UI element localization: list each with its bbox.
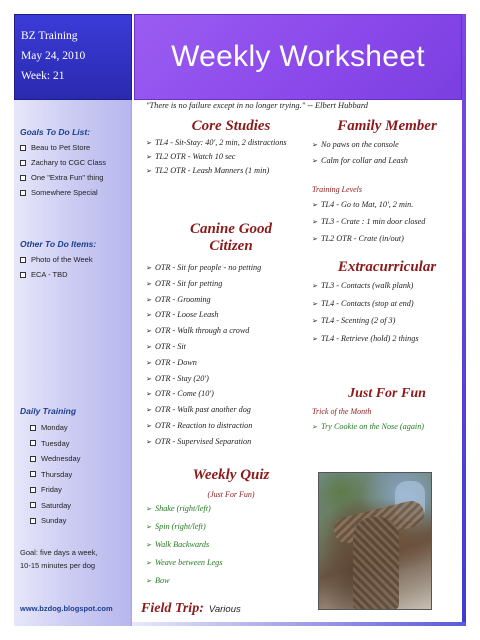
- training-levels-list: [312, 199, 460, 250]
- sidebar: [14, 100, 132, 626]
- list-item: ➢ OTR - Grooming: [146, 294, 211, 304]
- extracurricular-title: Extracurricular: [337, 259, 437, 275]
- header-org: BZ Training: [21, 30, 78, 42]
- arrow-bullet-icon: ➢: [146, 523, 152, 531]
- arrow-bullet-icon: ➢: [312, 282, 318, 290]
- list-item: ➢ Try Cookie on the Nose (again): [312, 422, 425, 431]
- list-item: ➢ Walk Backwards: [146, 540, 210, 549]
- list-item: ➢ TL4 - Go to Mat, 10', 2 min.: [312, 200, 414, 209]
- list-item: ➢ Calm for collar and Leash: [312, 156, 408, 165]
- list-item: ➢ Spin (right/left): [146, 522, 206, 531]
- goals-list: [20, 140, 106, 200]
- list-item: ➢ OTR - Walk past another dog: [146, 405, 251, 415]
- arrow-bullet-icon: ➢: [146, 152, 152, 161]
- checkbox-icon: [20, 272, 26, 278]
- day-item: Saturday: [30, 498, 80, 514]
- header-info-panel: [14, 14, 132, 100]
- day-item: Wednesday: [30, 451, 80, 467]
- core-studies-title: Core Studies: [191, 118, 271, 134]
- checkbox-icon: [20, 175, 26, 181]
- arrow-bullet-icon: ➢: [146, 327, 152, 336]
- family-member-title: Family Member: [337, 118, 437, 134]
- list-item: ➢ OTR - Loose Leash: [146, 310, 219, 320]
- site-url: www.bzdog.blogspot.com: [20, 604, 113, 613]
- list-item: ➢ OTR - Down: [146, 357, 197, 367]
- arrow-bullet-icon: ➢: [312, 317, 318, 325]
- list-item: ➢ TL4 - Sit-Stay: 40', 2 min, 2 distractions: [146, 138, 287, 147]
- day-item: Friday: [30, 482, 80, 498]
- list-item: ➢ Weave between Legs: [146, 558, 223, 567]
- bottom-edge-bar: [132, 622, 466, 626]
- checkbox-icon: [20, 257, 26, 263]
- weekly-quiz-subtitle: (Just For Fun): [207, 490, 255, 499]
- list-item: ➢ TL2 OTR - Leash Manners (1 min): [146, 166, 270, 175]
- list-item: ➢ TL4 - Contacts (stop at end): [312, 298, 414, 308]
- arrow-bullet-icon: ➢: [146, 505, 152, 513]
- right-edge-bar: [462, 14, 466, 626]
- checkbox-icon: [30, 456, 36, 462]
- other-item: ECA - TBD: [20, 267, 93, 282]
- checkbox-icon: [30, 518, 36, 524]
- arrow-bullet-icon: ➢: [146, 421, 152, 430]
- other-item: Photo of the Week: [20, 252, 93, 267]
- arrow-bullet-icon: ➢: [146, 264, 152, 272]
- arrow-bullet-icon: ➢: [146, 167, 152, 175]
- day-item: Tuesday: [30, 436, 80, 452]
- arrow-bullet-icon: ➢: [312, 235, 318, 243]
- page-title: Weekly Worksheet: [171, 40, 425, 73]
- field-trip: [141, 601, 241, 617]
- list-item: ➢ TL4 - Retrieve (hold) 2 things: [312, 333, 419, 343]
- list-item: ➢ Shake (right/left): [146, 504, 211, 513]
- field-trip-label: Field Trip:: [141, 601, 204, 616]
- arrow-bullet-icon: ➢: [146, 577, 152, 585]
- checkbox-icon: [20, 190, 26, 196]
- cgc-title: Canine Good Citizen: [189, 221, 273, 254]
- list-item: ➢ OTR - Sit for petting: [146, 278, 223, 288]
- arrow-bullet-icon: ➢: [146, 559, 152, 567]
- header-title-panel: [134, 14, 462, 100]
- checkbox-icon: [30, 440, 36, 446]
- arrow-bullet-icon: ➢: [146, 390, 152, 399]
- just-for-fun-title: Just For Fun: [348, 386, 426, 401]
- list-item: ➢ TL3 - Crate : 1 min door closed: [312, 217, 426, 226]
- cgc-list: [146, 262, 316, 452]
- list-item: ➢ TL4 - Scenting (2 of 3): [312, 316, 396, 325]
- checkbox-icon: [30, 487, 36, 493]
- extracurricular-list: [312, 280, 460, 350]
- just-for-fun-list: [312, 421, 460, 433]
- other-heading: Other To Do Items:: [20, 239, 97, 249]
- checkbox-icon: [20, 145, 26, 151]
- weekly-quiz-list: [146, 503, 316, 593]
- arrow-bullet-icon: ➢: [146, 139, 152, 147]
- arrow-bullet-icon: ➢: [146, 541, 152, 549]
- list-item: ➢ TL2 OTR - Crate (in/out): [312, 234, 404, 243]
- day-item: Thursday: [30, 467, 80, 483]
- day-item: Sunday: [30, 513, 80, 529]
- list-item: ➢ OTR - Stay (20'): [146, 373, 209, 383]
- list-item: ➢ TL3 - Contacts (walk plank): [312, 281, 414, 290]
- arrow-bullet-icon: ➢: [312, 141, 318, 149]
- arrow-bullet-icon: ➢: [312, 423, 318, 431]
- arrow-bullet-icon: ➢: [146, 358, 152, 367]
- goal-item: Zachary to CGC Class: [20, 155, 106, 170]
- checkbox-icon: [30, 425, 36, 431]
- family-member-list: [312, 139, 460, 171]
- arrow-bullet-icon: ➢: [146, 406, 152, 415]
- arrow-bullet-icon: ➢: [312, 157, 318, 165]
- arrow-bullet-icon: ➢: [146, 295, 152, 304]
- checkbox-icon: [30, 471, 36, 477]
- arrow-bullet-icon: ➢: [312, 218, 318, 226]
- training-levels-heading: Training Levels: [312, 185, 363, 194]
- list-item: ➢ No paws on the console: [312, 140, 399, 149]
- arrow-bullet-icon: ➢: [146, 374, 152, 383]
- header-week: Week: 21: [21, 70, 65, 82]
- goal-item: Somewhere Special: [20, 185, 106, 200]
- list-item: ➢ OTR - Reaction to distraction: [146, 420, 253, 430]
- day-item: Monday: [30, 420, 80, 436]
- daily-list: [30, 420, 80, 529]
- goals-heading: Goals To Do List:: [20, 127, 91, 137]
- header-date: May 24, 2010: [21, 50, 86, 62]
- trick-of-month-heading: Trick of the Month: [312, 407, 372, 416]
- checkbox-icon: [30, 502, 36, 508]
- core-studies-list: [146, 138, 306, 177]
- other-list: [20, 252, 93, 282]
- arrow-bullet-icon: ➢: [146, 437, 152, 446]
- arrow-bullet-icon: ➢: [146, 342, 152, 351]
- weekly-quiz-title: Weekly Quiz: [192, 467, 270, 483]
- checkbox-icon: [20, 160, 26, 166]
- list-item: ➢ OTR - Supervised Separation: [146, 436, 252, 446]
- list-item: ➢ OTR - Sit for people - no petting: [146, 263, 262, 272]
- goal-item: One "Extra Fun" thing: [20, 170, 106, 185]
- field-trip-value: Various: [208, 604, 241, 615]
- goal-item: Beau to Pet Store: [20, 140, 106, 155]
- list-item: ➢ OTR - Walk through a crowd: [146, 326, 250, 336]
- list-item: ➢ TL2 OTR - Watch 10 sec: [146, 151, 236, 161]
- daily-heading: Daily Training: [20, 406, 77, 416]
- tree-photo: [318, 472, 432, 610]
- arrow-bullet-icon: ➢: [146, 311, 152, 320]
- list-item: ➢ Bow: [146, 576, 170, 585]
- arrow-bullet-icon: ➢: [312, 299, 318, 308]
- arrow-bullet-icon: ➢: [312, 201, 318, 209]
- arrow-bullet-icon: ➢: [146, 279, 152, 288]
- quote: "There is no failure except in no longer trying." -- Elbert Hubbard: [146, 101, 368, 110]
- list-item: ➢ OTR - Sit: [146, 341, 186, 351]
- goal-note: Goal: five days a week, 10-15 minutes per dog: [20, 548, 98, 570]
- list-item: ➢ OTR - Come (10'): [146, 389, 214, 399]
- arrow-bullet-icon: ➢: [312, 334, 318, 343]
